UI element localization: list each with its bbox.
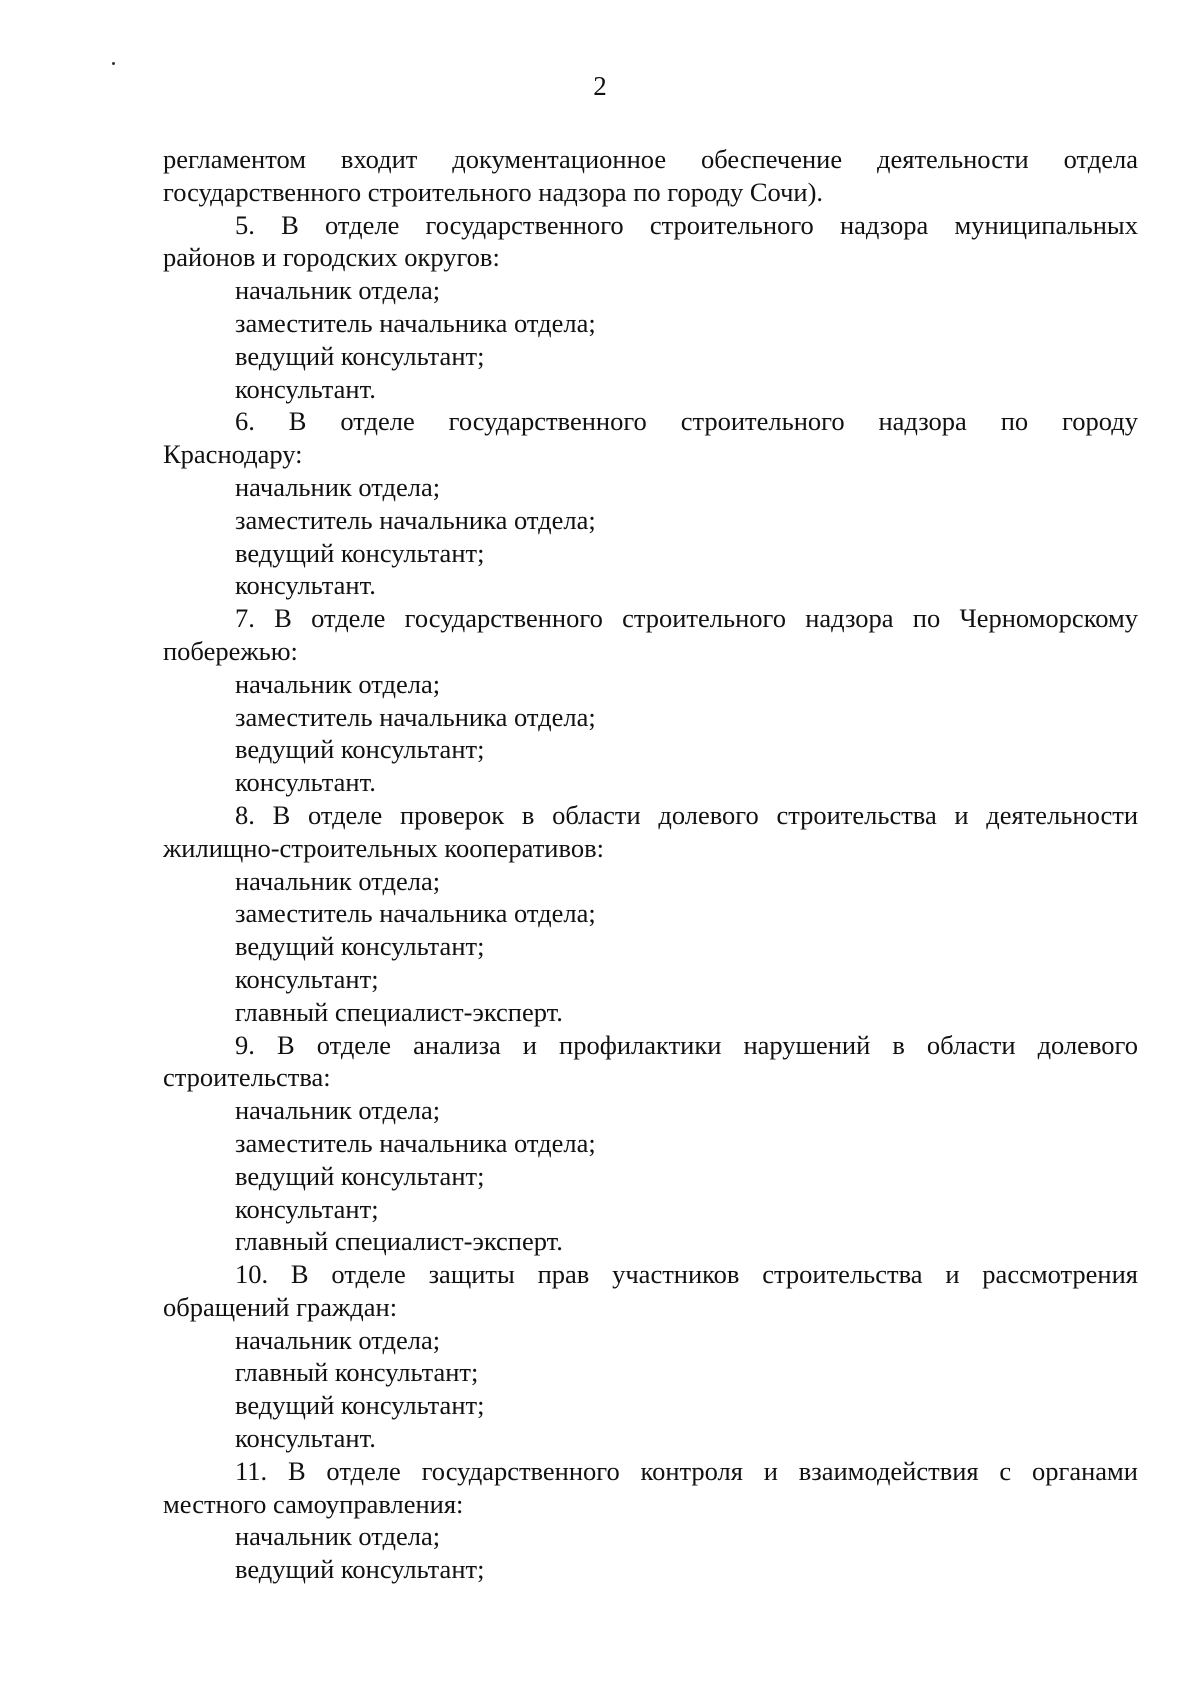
- section-8-item: консультант;: [235, 963, 379, 994]
- section-6-heading-cont: Краснодару:: [163, 439, 303, 470]
- section-6-item: ведущий консультант;: [235, 537, 485, 568]
- section-7-heading-cont: побережью:: [163, 635, 298, 666]
- section-6-heading: 6. В отделе государственного строительного надзора по городу: [235, 406, 1138, 437]
- section-7-heading: 7. В отделе государственного строительного надзора по Черноморскому: [235, 603, 1138, 634]
- section-7-item: заместитель начальника отдела;: [235, 701, 596, 732]
- section-5-item: ведущий консультант;: [235, 340, 485, 371]
- section-8-heading-cont: жилищно-строительных кооперативов:: [163, 832, 604, 863]
- section-6-item: консультант.: [235, 570, 376, 601]
- section-10-item: ведущий консультант;: [235, 1390, 485, 1421]
- section-5-item: начальник отдела;: [235, 275, 441, 306]
- section-10-heading: 10. В отделе защиты прав участников строительства и рассмотрения: [235, 1259, 1138, 1290]
- section-9-item: ведущий консультант;: [235, 1160, 485, 1191]
- intro-line-1: регламентом входит документационное обеспечение деятельности отдела: [163, 144, 1138, 174]
- section-11-item: ведущий консультант;: [235, 1554, 485, 1585]
- section-11-item: начальник отдела;: [235, 1521, 441, 1552]
- section-7-item: начальник отдела;: [235, 668, 441, 699]
- section-8-item: ведущий консультант;: [235, 931, 485, 962]
- section-7-item: консультант.: [235, 767, 376, 798]
- section-9-item: заместитель начальника отдела;: [235, 1127, 596, 1158]
- section-8-item: главный специалист-эксперт.: [235, 996, 563, 1027]
- section-5-item: заместитель начальника отдела;: [235, 307, 596, 338]
- section-9-item: консультант;: [235, 1193, 379, 1224]
- section-9-item: главный специалист-эксперт.: [235, 1226, 563, 1257]
- section-6-item: заместитель начальника отдела;: [235, 504, 596, 535]
- scan-speck: [112, 62, 115, 65]
- section-6-item: начальник отдела;: [235, 471, 441, 502]
- section-5-heading: 5. В отделе государственного строительного надзора муниципальных: [235, 209, 1138, 240]
- section-8-item: заместитель начальника отдела;: [235, 898, 596, 929]
- section-10-item: главный консультант;: [235, 1357, 479, 1388]
- page-number: 2: [593, 71, 607, 101]
- section-10-item: начальник отдела;: [235, 1324, 441, 1355]
- section-5-heading-cont: районов и городских округов:: [163, 242, 500, 273]
- section-8-heading: 8. В отделе проверок в области долевого строительства и деятельности: [235, 799, 1138, 830]
- document-body: [163, 143, 1138, 1586]
- section-8-item: начальник отдела;: [235, 865, 441, 896]
- section-9-heading: 9. В отделе анализа и профилактики нарушений в области долевого: [235, 1029, 1138, 1060]
- section-10-heading-cont: обращений граждан:: [163, 1291, 398, 1322]
- intro-line-2: государственного строительного надзора по городу Сочи).: [163, 176, 824, 207]
- section-9-item: начальник отдела;: [235, 1095, 441, 1126]
- section-11-heading-cont: местного самоуправления:: [163, 1488, 464, 1519]
- section-9-heading-cont: строительства:: [163, 1062, 331, 1093]
- section-5-item: консультант.: [235, 373, 376, 404]
- section-7-item: ведущий консультант;: [235, 734, 485, 765]
- section-11-heading: 11. В отделе государственного контроля и взаимодействия с органами: [235, 1455, 1138, 1486]
- section-10-item: консультант.: [235, 1423, 376, 1454]
